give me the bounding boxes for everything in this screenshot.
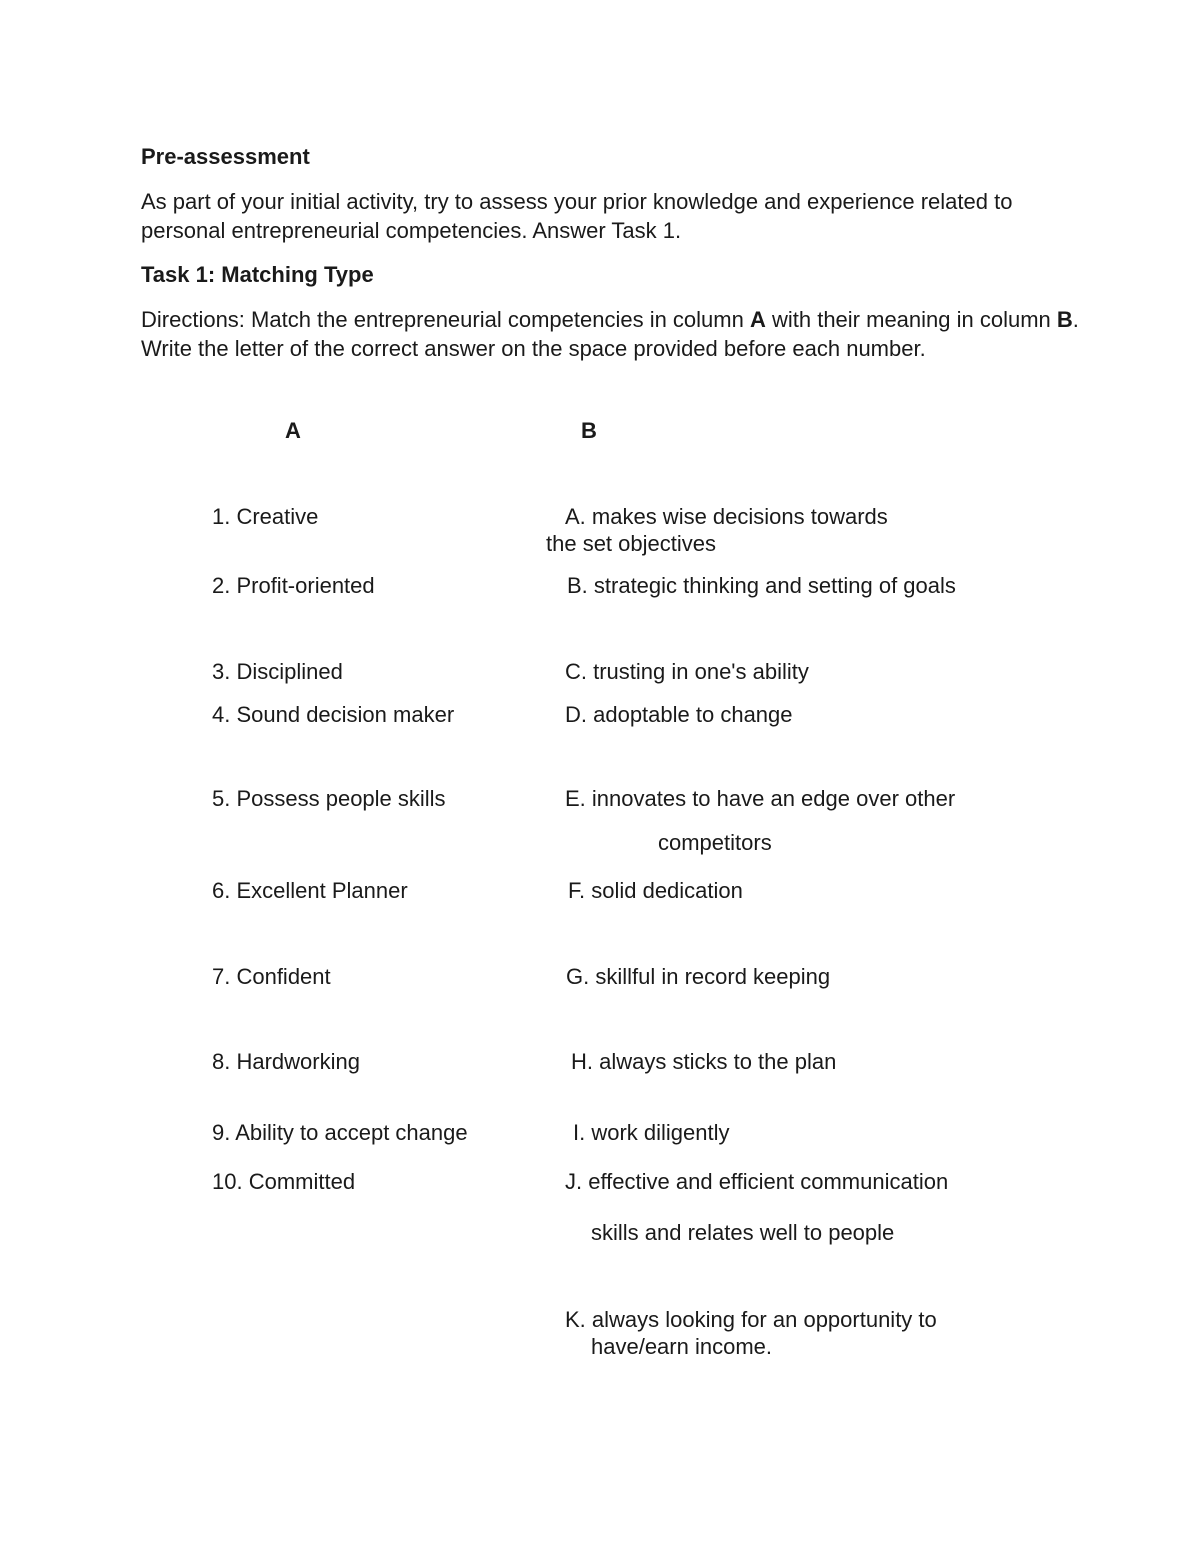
- column-b-item: A. makes wise decisions towards: [565, 504, 888, 529]
- task-title: Task 1: Matching Type: [141, 262, 374, 287]
- directions-text-1: Directions: Match the entrepreneurial competencies in column: [141, 307, 750, 332]
- directions-text-3: . Write the letter of the correct answer on the space provided before each number.: [141, 307, 1079, 361]
- column-a-item: 3. Disciplined: [212, 659, 343, 684]
- column-a-item: 4. Sound decision maker: [212, 702, 455, 727]
- column-b-item-continuation: competitors: [658, 830, 772, 855]
- column-a-item: 1. Creative: [212, 504, 319, 529]
- column-a-item: 6. Excellent Planner: [212, 878, 408, 903]
- directions-column-b: B: [1056, 307, 1073, 332]
- column-a-item: 5. Possess people skills: [212, 786, 446, 811]
- directions-paragraph: [141, 305, 1081, 363]
- directions-text-2: with their meaning in column: [765, 307, 1057, 332]
- page-title: Pre-assessment: [141, 144, 310, 169]
- column-b-item: H. always sticks to the plan: [571, 1049, 837, 1074]
- column-b-header: B: [581, 418, 597, 443]
- column-b-item: C. trusting in one's ability: [565, 659, 809, 684]
- column-b-item-continuation: have/earn income.: [591, 1334, 772, 1359]
- column-b-item: F. solid dedication: [568, 878, 743, 903]
- column-a-item: 2. Profit-oriented: [212, 573, 375, 598]
- column-b-item: I. work diligently: [573, 1120, 730, 1145]
- column-b-item-continuation: skills and relates well to people: [591, 1220, 895, 1245]
- column-b-item: E. innovates to have an edge over other: [565, 786, 956, 811]
- column-b-item-continuation: the set objectives: [546, 531, 716, 556]
- column-a-item: 8. Hardworking: [212, 1049, 360, 1074]
- column-b-item: G. skillful in record keeping: [566, 964, 831, 989]
- directions-column-a: A: [749, 307, 766, 332]
- column-b-item: K. always looking for an opportunity to: [565, 1307, 937, 1332]
- intro-paragraph: As part of your initial activity, try to assess your prior knowledge and experience related to personal entrepreneurial competencies. Answer Task 1.: [141, 189, 1013, 243]
- column-b-item: D. adoptable to change: [565, 702, 793, 727]
- column-b-item: J. effective and efficient communication: [565, 1169, 949, 1194]
- column-a-item: 9. Ability to accept change: [212, 1120, 468, 1145]
- column-b-item: B. strategic thinking and setting of goals: [567, 573, 956, 598]
- column-a-header: A: [285, 418, 301, 443]
- column-a-item: 10. Committed: [212, 1169, 356, 1194]
- column-a-item: 7. Confident: [212, 964, 331, 989]
